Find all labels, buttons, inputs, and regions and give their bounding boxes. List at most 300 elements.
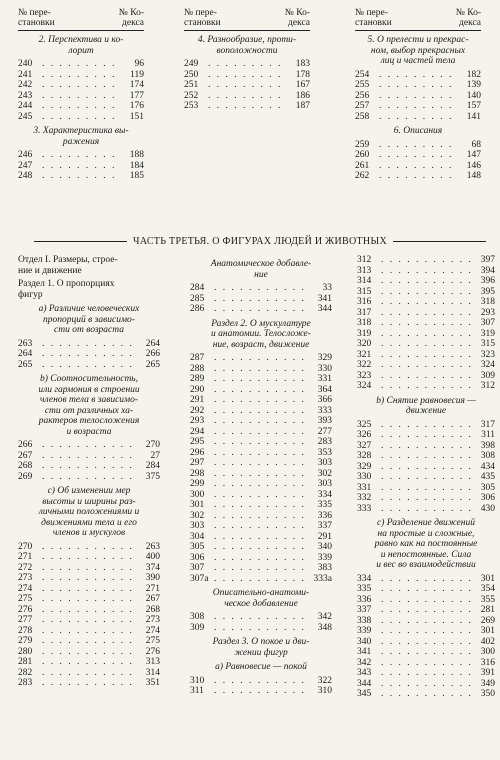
dot-leader [379, 276, 471, 287]
index-row [190, 294, 332, 305]
dot-leader [212, 542, 308, 553]
index-row [190, 479, 332, 490]
dot-leader [40, 80, 120, 91]
dot-leader [212, 479, 308, 490]
dot-leader [40, 678, 136, 689]
dot-leader [379, 318, 471, 329]
index-row [18, 171, 144, 182]
dot-leader [40, 171, 120, 182]
codex-number: 174 [129, 80, 144, 90]
codex-number: 301 [480, 573, 495, 584]
group-heading: b) Снятие равновесия — движение [376, 395, 476, 416]
index-row [190, 416, 332, 427]
index-row [18, 70, 144, 81]
codex-number: 284 [145, 461, 160, 471]
index-row [357, 287, 495, 298]
codex-number: 315 [480, 339, 495, 349]
codex-number: 119 [130, 69, 144, 80]
codex-number: 293 [480, 307, 495, 318]
header-codex-label: № Ко- декса [118, 8, 144, 28]
dot-leader [40, 360, 136, 371]
codex-number: 334 [317, 489, 332, 500]
index-row [18, 678, 160, 689]
codex-number: 266 [145, 349, 160, 359]
codex-number: 348 [317, 622, 332, 633]
dot-leader [212, 353, 308, 364]
index-row [355, 91, 481, 102]
permutation-number: 337 [357, 605, 372, 615]
index-row [18, 150, 144, 161]
index-row [18, 626, 160, 637]
codex-number: 269 [480, 615, 495, 626]
index-row [18, 161, 144, 172]
index-row [18, 59, 144, 70]
codex-number: 308 [480, 451, 495, 461]
index-row [18, 360, 160, 371]
dot-leader [379, 381, 471, 392]
index-row [357, 616, 495, 627]
codex-number: 355 [480, 594, 495, 605]
index-row [355, 112, 481, 123]
group-heading: 4. Разнообразие, проти- воположности [197, 35, 297, 56]
dot-leader [206, 59, 286, 70]
index-row [357, 647, 495, 658]
dot-leader [40, 161, 120, 172]
dot-leader [379, 266, 471, 277]
dot-leader [212, 500, 308, 511]
codex-number: 329 [317, 353, 332, 363]
column-1-groups [18, 304, 160, 689]
group-heading: 5. О прелести и прекрас- ном, выбор прекрасных лиц и частей тела [367, 35, 469, 66]
codex-number: 148 [466, 171, 481, 181]
codex-number: 182 [466, 69, 481, 80]
permutation-number: 258 [355, 111, 370, 122]
codex-number: 68 [471, 139, 481, 150]
index-row [18, 647, 160, 658]
dot-leader [40, 584, 136, 595]
index-row [190, 437, 332, 448]
codex-number: 350 [480, 689, 495, 699]
permutation-number: 310 [190, 675, 205, 686]
dot-leader [212, 532, 308, 543]
permutation-number: 268 [18, 461, 33, 471]
permutation-number: 250 [184, 69, 199, 80]
permutation-number: 270 [18, 541, 33, 552]
index-row [357, 297, 495, 308]
permutation-number: 272 [18, 562, 33, 573]
codex-number: 301 [480, 626, 495, 636]
permutation-number: 328 [357, 451, 372, 461]
permutation-number: 306 [190, 552, 205, 563]
codex-number: 335 [317, 500, 332, 510]
codex-number: 324 [480, 360, 495, 370]
permutation-number: 263 [18, 338, 33, 349]
permutation-number: 260 [355, 150, 370, 160]
codex-number: 305 [480, 482, 495, 493]
dot-leader [212, 364, 308, 375]
codex-number: 157 [466, 101, 481, 111]
permutation-number: 251 [184, 80, 199, 90]
permutation-number: 334 [357, 573, 372, 584]
codex-number: 151 [129, 111, 144, 122]
index-row [190, 623, 332, 634]
permutation-number: 315 [357, 286, 372, 297]
dot-leader [212, 458, 308, 469]
index-row [357, 584, 495, 595]
part-title-rule-right [393, 241, 486, 242]
permutation-number: 243 [18, 90, 33, 101]
dot-leader [212, 283, 308, 294]
dot-leader [206, 91, 286, 102]
dot-leader [40, 542, 136, 553]
part-title-rule-left [34, 241, 127, 242]
header-codex-label: № Ко- декса [284, 8, 310, 28]
dot-leader [40, 573, 136, 584]
codex-number: 277 [317, 426, 332, 437]
permutation-number: 285 [190, 293, 205, 304]
permutation-number: 281 [18, 657, 33, 667]
codex-number: 353 [317, 447, 332, 458]
codex-number: 265 [145, 359, 160, 370]
dot-leader [379, 679, 471, 690]
codex-number: 375 [145, 471, 160, 482]
dot-leader [40, 472, 136, 483]
dot-leader [40, 440, 136, 451]
index-row [190, 532, 332, 543]
column-header [355, 8, 481, 31]
index-row [18, 101, 144, 112]
codex-number: 337 [317, 521, 332, 531]
codex-number: 274 [145, 625, 160, 636]
dot-leader [212, 612, 308, 623]
dot-leader [206, 101, 286, 112]
permutation-number: 308 [190, 612, 205, 622]
top-column-2 [184, 8, 310, 112]
dot-leader [40, 594, 136, 605]
dot-leader [379, 626, 471, 637]
permutation-number: 273 [18, 573, 33, 583]
permutation-number: 290 [190, 384, 205, 395]
permutation-number: 249 [184, 59, 199, 69]
codex-number: 276 [145, 646, 160, 657]
index-row [18, 440, 160, 451]
codex-number: 398 [480, 440, 495, 451]
group-heading: c) Об изменении мер высоты и ширины раз- личными положениями и движениями тела и его членов и мускулов [38, 486, 140, 538]
dot-leader [379, 255, 471, 266]
index-row [355, 101, 481, 112]
permutation-number: 311 [190, 686, 204, 696]
codex-number: 309 [480, 370, 495, 381]
index-row [190, 406, 332, 417]
codex-number: 402 [480, 636, 495, 647]
dot-leader [40, 563, 136, 574]
group-heading: 3. Характеристика вы- ражения [33, 126, 129, 147]
dot-leader [40, 91, 120, 102]
codex-number: 263 [145, 541, 160, 552]
codex-number: 364 [317, 384, 332, 395]
index-row [357, 574, 495, 585]
permutation-number: 241 [18, 69, 33, 80]
group-heading: Описательно-анатоми- ческое добавление [212, 588, 310, 609]
permutation-number: 271 [18, 552, 33, 562]
dot-leader [40, 647, 136, 658]
permutation-number: 282 [18, 667, 33, 678]
codex-number: 141 [466, 111, 481, 122]
permutation-number: 331 [357, 482, 372, 493]
codex-number: 183 [295, 59, 310, 69]
codex-number: 186 [295, 90, 310, 101]
permutation-number: 338 [357, 615, 372, 626]
codex-number: 322 [317, 675, 332, 686]
codex-number: 307 [480, 318, 495, 328]
codex-number: 336 [317, 510, 332, 521]
index-row [190, 469, 332, 480]
codex-number: 283 [317, 437, 332, 447]
dot-leader [206, 70, 286, 81]
dot-leader [379, 441, 471, 452]
index-row [18, 461, 160, 472]
index-row [357, 493, 495, 504]
dot-leader [40, 150, 120, 161]
dot-leader [40, 615, 136, 626]
codex-number: 340 [317, 542, 332, 552]
permutation-number: 279 [18, 636, 33, 646]
codex-number: 303 [317, 479, 332, 489]
dot-leader [379, 595, 471, 606]
permutation-number: 242 [18, 80, 33, 90]
dot-leader [379, 483, 471, 494]
codex-number: 397 [480, 255, 495, 265]
group-heading: 6. Описания [393, 126, 443, 136]
dot-leader [379, 339, 471, 350]
dot-leader [40, 339, 136, 350]
index-row [357, 595, 495, 606]
dot-leader [40, 668, 136, 679]
dot-leader [212, 406, 308, 417]
codex-number: 139 [466, 80, 481, 90]
codex-number: 342 [317, 612, 332, 622]
dot-leader [212, 437, 308, 448]
index-row [357, 472, 495, 483]
index-row [190, 563, 332, 574]
dot-leader [40, 636, 136, 647]
permutation-number: 286 [190, 304, 205, 314]
dot-leader [379, 287, 471, 298]
index-row [357, 462, 495, 473]
index-row [190, 304, 332, 315]
codex-number: 273 [145, 615, 160, 625]
permutation-number: 302 [190, 510, 205, 521]
top-column-1 [18, 8, 144, 182]
index-row [18, 91, 144, 102]
dot-leader [379, 329, 471, 340]
index-row [190, 676, 332, 687]
index-row [18, 339, 160, 350]
index-row [357, 658, 495, 669]
codex-number: 27 [150, 450, 160, 461]
codex-number: 140 [466, 90, 481, 101]
index-row [190, 427, 332, 438]
permutation-number: 316 [357, 297, 372, 307]
permutation-number: 326 [357, 430, 372, 440]
dot-leader [212, 563, 308, 574]
group-heading: Раздел 2. О мускулатуре и анатомии. Телосложе- ние, возраст, движение [211, 318, 311, 350]
dot-leader [379, 605, 471, 616]
header-permutation-label: № пере- становки [18, 8, 55, 28]
index-row [190, 374, 332, 385]
index-row [18, 112, 144, 123]
index-row [357, 420, 495, 431]
codex-number: 400 [145, 552, 160, 562]
codex-number: 341 [317, 293, 332, 304]
permutation-number: 295 [190, 437, 205, 447]
dot-leader [40, 349, 136, 360]
index-row [357, 668, 495, 679]
permutation-number: 274 [18, 583, 33, 594]
index-row [357, 371, 495, 382]
permutation-number: 265 [18, 359, 33, 370]
dot-leader [212, 304, 308, 315]
permutation-number: 247 [18, 160, 33, 171]
dot-leader [379, 504, 471, 515]
index-row [18, 349, 160, 360]
permutation-number: 313 [357, 265, 372, 276]
column-header [18, 8, 144, 31]
index-row [184, 70, 310, 81]
header-permutation-label: № пере- становки [184, 8, 221, 28]
codex-number: 354 [480, 584, 495, 594]
index-row [355, 150, 481, 161]
permutation-number: 291 [190, 395, 205, 405]
codex-number: 281 [480, 605, 495, 615]
codex-number: 318 [480, 297, 495, 307]
permutation-number: 300 [190, 489, 205, 500]
codex-number: 312 [480, 381, 495, 391]
permutation-number: 292 [190, 405, 205, 416]
permutation-number: 343 [357, 668, 372, 678]
permutation-number: 284 [190, 283, 205, 293]
dot-leader [377, 150, 457, 161]
permutation-number: 245 [18, 111, 33, 122]
permutation-number: 339 [357, 626, 372, 636]
index-row [357, 605, 495, 616]
index-row [190, 542, 332, 553]
codex-number: 396 [480, 276, 495, 286]
permutation-number: 320 [357, 339, 372, 349]
index-row [355, 161, 481, 172]
dot-leader [40, 626, 136, 637]
index-row [190, 500, 332, 511]
permutation-number: 307 [190, 563, 205, 573]
dot-leader [40, 70, 120, 81]
permutation-number: 267 [18, 450, 33, 461]
permutation-number: 333 [357, 503, 372, 514]
index-row [357, 689, 495, 700]
codex-number: 390 [145, 573, 160, 583]
codex-number: 351 [145, 678, 160, 688]
index-row [355, 80, 481, 91]
index-row [18, 605, 160, 616]
part-title-row [0, 236, 500, 247]
permutation-number: 335 [357, 584, 372, 594]
codex-number: 314 [145, 667, 160, 678]
permutation-number: 324 [357, 381, 372, 391]
codex-number: 349 [480, 678, 495, 689]
codex-number: 430 [480, 503, 495, 514]
codex-number: 176 [129, 101, 144, 111]
index-row [355, 171, 481, 182]
codex-number: 264 [145, 338, 160, 349]
codex-number: 187 [295, 101, 310, 111]
codex-number: 435 [480, 472, 495, 482]
dot-leader [377, 161, 457, 172]
permutation-number: 254 [355, 69, 370, 80]
index-row [190, 612, 332, 623]
index-row [190, 385, 332, 396]
permutation-number: 296 [190, 447, 205, 458]
codex-number: 147 [466, 150, 481, 160]
codex-number: 333 [317, 405, 332, 416]
dot-leader [379, 574, 471, 585]
codex-number: 434 [480, 461, 495, 472]
dot-leader [379, 308, 471, 319]
dot-leader [40, 461, 136, 472]
index-row [357, 329, 495, 340]
codex-number: 394 [480, 265, 495, 276]
codex-number: 96 [134, 59, 144, 69]
codex-number: 302 [317, 468, 332, 479]
permutation-number: 318 [357, 318, 372, 328]
codex-number: 391 [480, 668, 495, 678]
codex-number: 185 [129, 171, 144, 181]
dot-leader [379, 451, 471, 462]
index-row [18, 584, 160, 595]
index-row [357, 430, 495, 441]
permutation-number: 255 [355, 80, 370, 90]
dot-leader [212, 416, 308, 427]
codex-number: 366 [317, 395, 332, 405]
dot-leader [212, 395, 308, 406]
index-row [357, 360, 495, 371]
codex-number: 177 [129, 90, 144, 101]
index-row [355, 70, 481, 81]
dot-leader [379, 360, 471, 371]
codex-number: 316 [480, 657, 495, 668]
index-row [357, 679, 495, 690]
codex-number: 146 [466, 160, 481, 171]
permutation-number: 262 [355, 171, 370, 181]
codex-number: 267 [145, 594, 160, 604]
codex-number: 323 [480, 349, 495, 360]
permutation-number: 276 [18, 604, 33, 615]
permutation-number: 244 [18, 101, 33, 111]
dot-leader [379, 420, 471, 431]
header-permutation-label: № пере- становки [355, 8, 392, 28]
dot-leader [377, 171, 457, 182]
index-row [18, 563, 160, 574]
codex-number: 271 [145, 583, 160, 594]
index-row [357, 441, 495, 452]
dot-leader [212, 623, 308, 634]
dot-leader [379, 371, 471, 382]
index-row [18, 552, 160, 563]
codex-number: 188 [129, 150, 144, 160]
index-row [184, 91, 310, 102]
index-row [357, 255, 495, 266]
dot-leader [212, 521, 308, 532]
dot-leader [377, 80, 457, 91]
dot-leader [212, 686, 308, 697]
